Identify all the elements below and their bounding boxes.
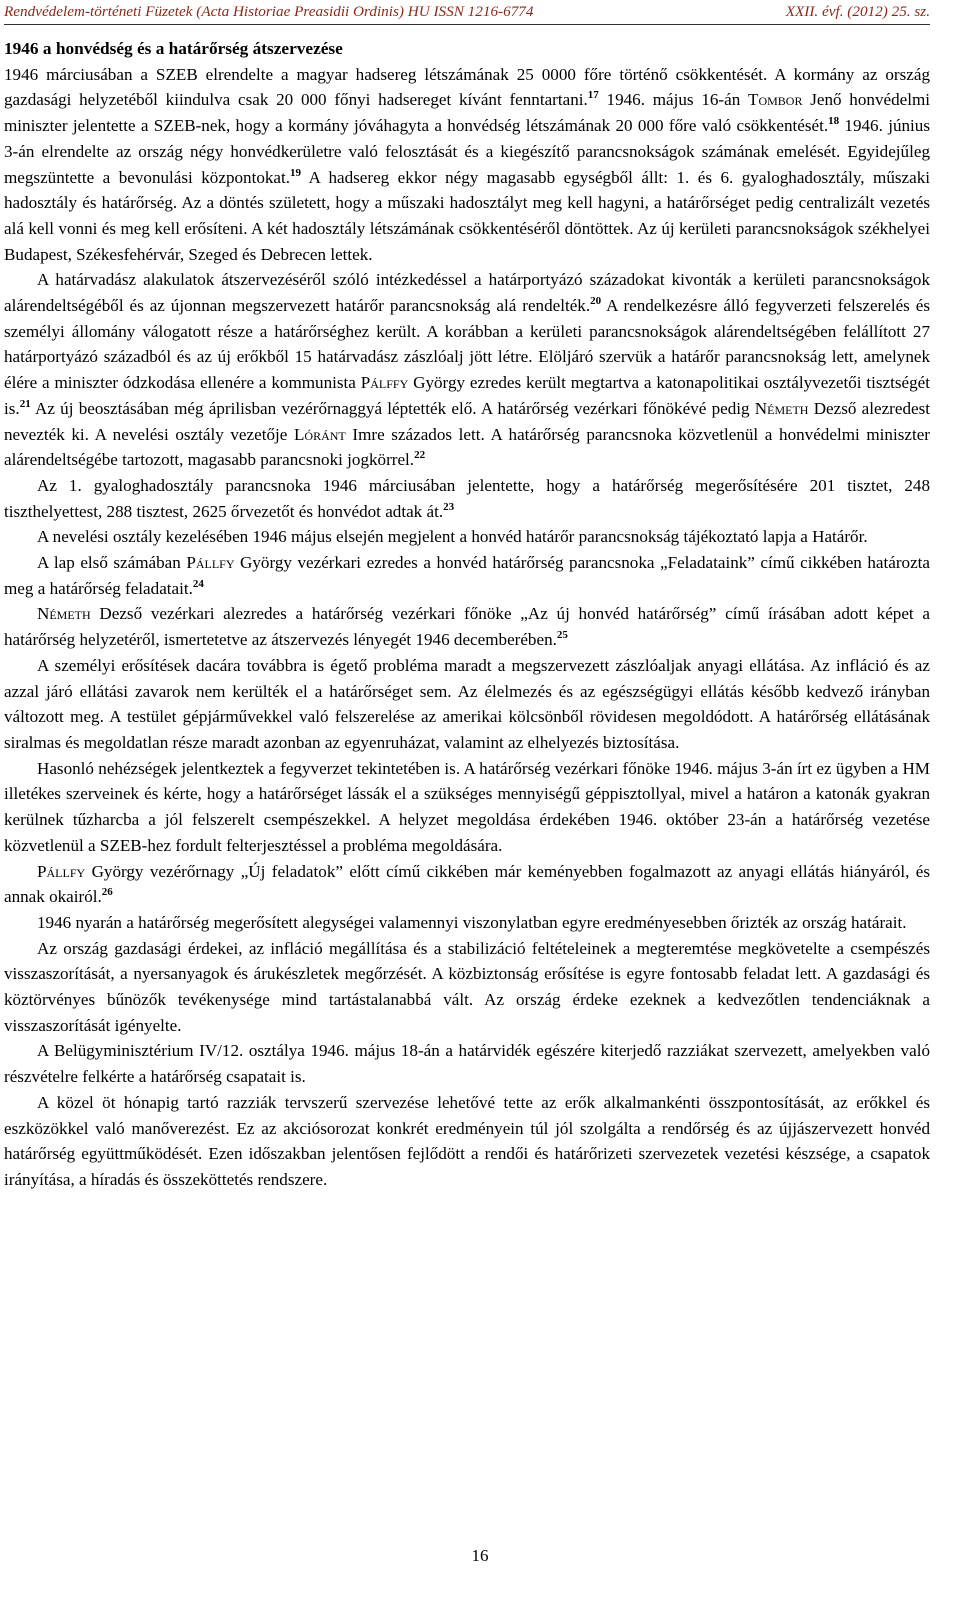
footnote-marker: 23 — [443, 500, 455, 513]
paragraph — [4, 859, 930, 910]
paragraph-text: Az 1. gyaloghadosztály parancsnoka 1946 márciusában jelentette, hogy a határőrség megerősítésére 201 tisztet, 248 tiszthelyettest, 288 tisztest, 2625 őrvezetőt és honvédot adtak át. — [4, 475, 930, 521]
footnote-marker: 21 — [19, 397, 31, 410]
footnote-marker: 17 — [587, 89, 599, 102]
paragraph-text: Imre százados lett. A határőrség parancsnoka közvetlenül a honvédelmi miniszter alárendeltségébe tartozott, magasabb parancsnoki jogkörrel. — [4, 424, 930, 470]
footnote-marker: 25 — [556, 629, 568, 642]
section-title: 1946 a honvédség és a határőrség átszervezése — [4, 39, 343, 58]
person-name: Pállfy — [186, 553, 235, 573]
paragraph-text: 1946 márciusában a SZEB elrendelte a magyar hadsereg létszámának 25 0000 főre történő csökkentését. A kormány az ország gazdasági helyzetéből kiindulva csak 20 000 főnyi hadsereget kívánt fenntartani. — [4, 64, 930, 110]
journal-title: Rendvédelem-történeti Füzetek (Acta Historiae Preasidii Ordinis) HU ISSN 1216-6774 — [4, 3, 534, 20]
paragraph-text: Az új beosztásában még áprilisban vezérőrnaggyá léptették elő. A határőrség vezérkari főnökévé pedig — [30, 398, 755, 418]
page-number: 16 — [471, 1546, 489, 1565]
footnote-marker: 20 — [590, 295, 602, 308]
paragraph — [4, 1090, 930, 1193]
paragraph-text: György vezérkari ezredes a honvéd határőrség parancsnoka „Feladataink” című cikkében határozta meg a határőrség feladatait. — [4, 553, 930, 598]
person-name: Németh — [37, 604, 91, 624]
paragraph-text: György vezérőrnagy „Új feladatok” előtt című cikkében már keményebben fogalmazott az anyagi ellátás hiányáról, és annak okairól. — [4, 861, 930, 907]
article-body — [4, 36, 930, 1193]
running-header — [4, 2, 930, 25]
person-name: Tombor — [748, 90, 803, 110]
person-name: Lóránt — [293, 424, 346, 444]
paragraph-text: A hadsereg ekkor négy magasabb egységből állt: 1. és 6. gyaloghadosztály, műszaki hadosztály és határőrség. Az a döntés született, hogy a műszaki hadosztályt meg kell hagyni, a határőrséget pedig centralizált vezetés alá kell vonni és meg kell erősíteni. A két hadosztály létszámának csökkentéséről döntöttek. Az új kerületi parancsnokságok székhelyei Budapest, Székesfehérvár, Szeged és Debrecen lettek. — [4, 167, 930, 264]
paragraph — [4, 601, 930, 652]
person-name: Németh — [754, 398, 809, 418]
paragraph — [4, 936, 930, 1039]
paragraph — [4, 524, 930, 550]
footnote-marker: 19 — [290, 166, 302, 179]
paragraph-text: A nevelési osztály kezelésében 1946 május elsején megjelent a honvéd határőr parancsnokság tájékoztató lapja a Határőr. — [37, 527, 868, 547]
paragraph — [4, 653, 930, 756]
footnote-marker: 24 — [192, 577, 204, 590]
paragraph-text: A személyi erősítések dacára továbbra is égető probléma maradt a megszervezett zászlóaljak anyagi ellátása. Az infláció és az azzal járó ellátási zavarok nem kerülték el a határőrséget sem. Az élelmezés és az egészségügyi ellátás később kedvező irányban változott meg. A testület gépjárművekkel való felszerelése az amerikai kölcsönből rövidesen megoldódott. A határőrség ellátásának siralmas és megoldatlan része maradt azonban az egyenruházat, valamint az elhelyezés biztosítása. — [4, 655, 930, 752]
paragraph-text: György ezredes került megtartva a katonapolitikai osztályvezetői tisztségét is. — [4, 373, 930, 418]
paragraph-text: 1946. június 3-án elrendelte az ország négy honvédkerületre való felosztását és a kiegészítő parancsnokságok számának emelését. Egyidejűleg megszüntette a bevonulási központokat. — [4, 116, 930, 187]
footnote-marker: 22 — [414, 449, 426, 462]
paragraph — [4, 1038, 930, 1089]
issue-info: XXII. évf. (2012) 25. sz. — [785, 3, 930, 20]
paragraph-text: Dezső vezérkari alezredes a határőrség vezérkari főnöke „Az új honvéd határőrség” című írásában adott képet a határőrség helyzetéről, ismertetetve az átszervezés lényegét 1946 decemberében. — [4, 604, 930, 650]
paragraph-text: 1946 nyarán a határőrség megerősített alegységei valamennyi viszonylatban egyre eredményesebben őrizték az ország határait. — [37, 912, 907, 932]
paragraph-text: 1946. május 16-án — [598, 90, 749, 110]
paragraph-text: A rendelkezésre álló fegyverzeti felszerelés és személyi állomány válogatott része a határőrséghez került. A korábban a kerületi parancsnokságok alárendeltségében felállított 27 határportyázó századból és az új erőkből 15 határvadász zászlóalj jött létre. Elöljáró szervük a határőr parancsnokság lett, amelynek élére a miniszter ódzkodása ellenére a kommunista — [4, 296, 930, 393]
paragraph — [4, 62, 930, 268]
paragraph-text: A határvadász alakulatok átszervezéséről szóló intézkedéssel a határportyázó századokat kivonták a kerületi parancsnokságok alárendeltségéből és az újonnan megszervezett határőr parancsnokság alá rendelték. — [4, 270, 930, 316]
paragraph — [4, 756, 930, 859]
paragraph — [4, 550, 930, 601]
paragraph-text: A közel öt hónapig tartó razziák tervszerű szervezése lehetővé tette az erők alkalmankénti összpontosítását, az erőkkel és eszközökkel való manőverezést. Ez az akciósorozat konkrét eredményein túl jól szolgálta a rendőrség és az újjászervezett honvéd határőrség együttműködését. Ezen időszakban jelentősen fejlődött a rendői és határőrizeti szervezetek vezetési készsége, a csapatok irányítása, a híradás és összeköttetés rendszere. — [4, 1092, 930, 1189]
footnote-marker: 26 — [101, 886, 113, 899]
person-name: Pálffy — [360, 373, 409, 393]
paragraph — [4, 910, 930, 936]
paragraph-text: Jenő honvédelmi miniszter jelentette a SZEB-nek, hogy a kormány jóváhagyta a honvédség létszámának 20 000 főre való csökkentését. — [4, 90, 931, 136]
paragraph-text: A lap első számában — [37, 553, 187, 573]
paragraph — [4, 473, 930, 524]
person-name: Pállfy — [37, 861, 86, 881]
paragraph-text: Az ország gazdasági érdekei, az infláció megállítása és a stabilizáció feltételeinek a megteremtése megkövetelte a csempészés visszaszorítását, a nyersanyagok és árukészletek megőrzését. A közbiztonság erősítése is egyre fontosabb feladat lett. A gazdasági és köztörvényes bűnözők tevékenysége mind tartástalanabbá vált. Az ország érdeke ezeknek a kedvezőtlen tendenciáknak a visszaszorítását igényelte. — [4, 938, 930, 1035]
footnote-marker: 18 — [828, 115, 840, 128]
paragraph-text: Hasonló nehézségek jelentkeztek a fegyverzet tekintetében is. A határőrség vezérkari főnöke 1946. május 3-án írt ez ügyben a HM illetékes szerveinek és kérte, hogy a határőrséget lássák el a szükséges mennyiségű géppisztollyal, mivel a határon a katonák gyakran kerülnek tűzharcba a jól felszerelt csempészekkel. A helyzet megoldása érdekében 1946. október 23-án a határőrség vezetése közvetlenül a SZEB-hez fordult felterjesztéssel a probléma megoldására. — [4, 758, 930, 855]
paragraph-text: Dezső alezredest nevezték ki. A nevelési osztály vezetője — [4, 398, 930, 444]
paragraph-text: A Belügyminisztérium IV/12. osztálya 1946. május 18-án a határvidék egészére kiterjedő razziákat szervezett, amelyekben való részvételre felkérte a határőrség csapatait is. — [4, 1041, 930, 1087]
paragraph — [4, 267, 930, 473]
